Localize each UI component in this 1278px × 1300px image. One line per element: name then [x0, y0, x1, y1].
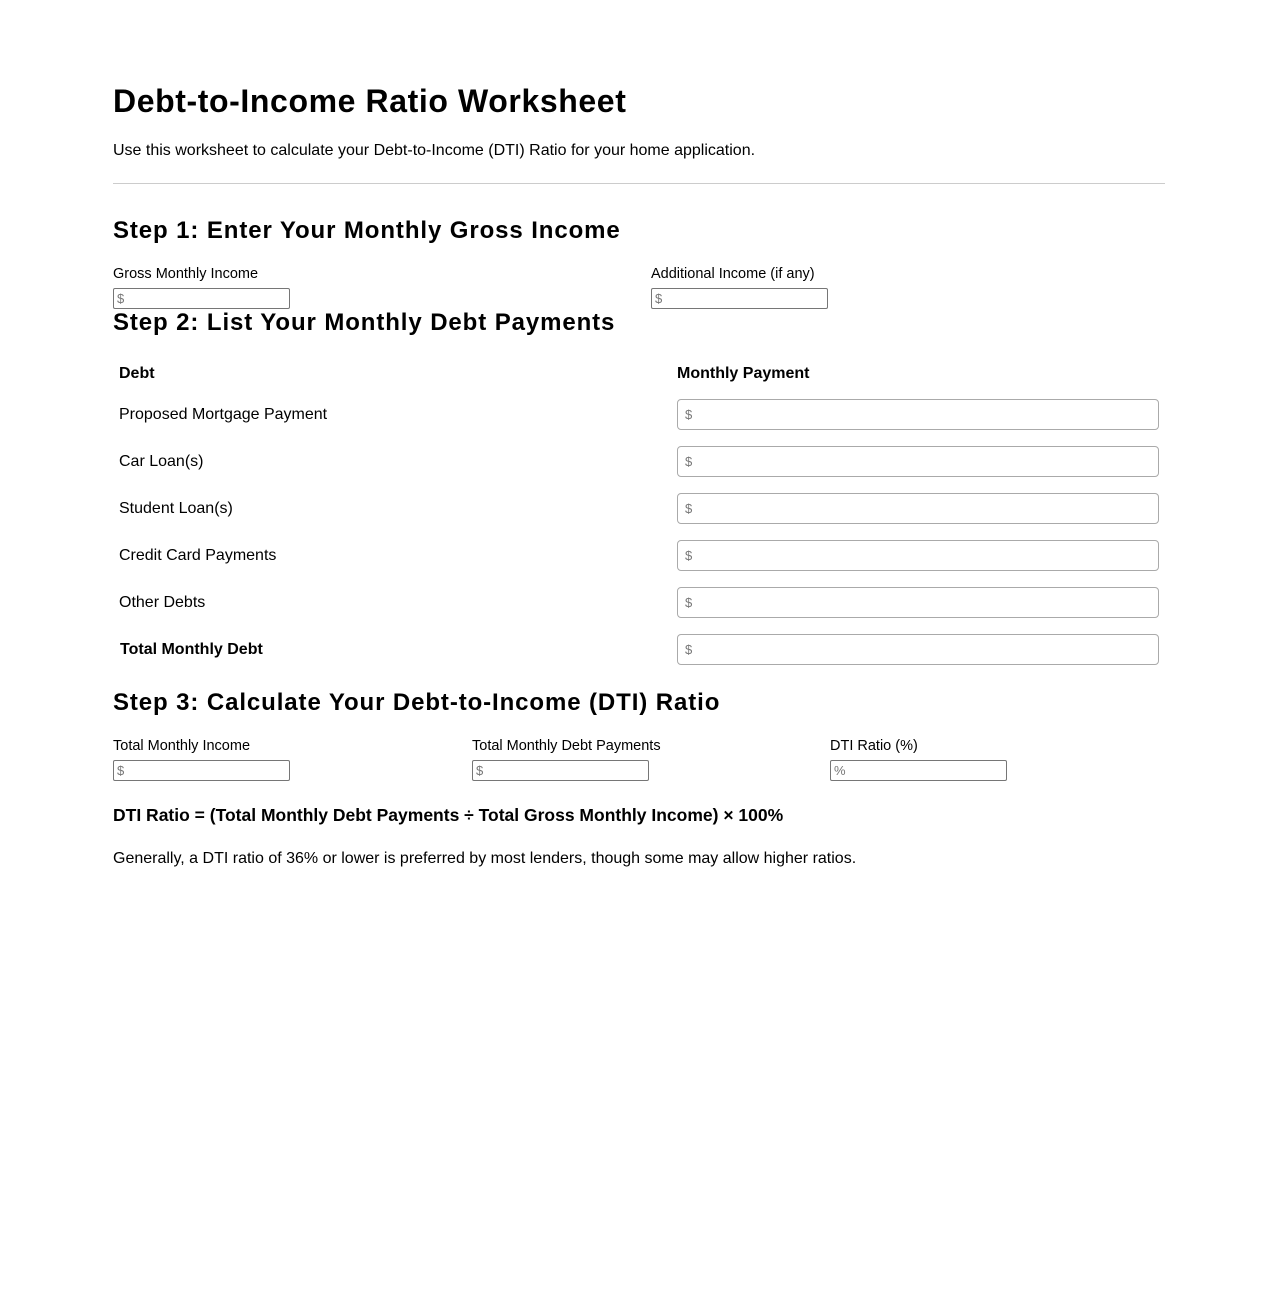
- step2-heading: Step 2: List Your Monthly Debt Payments: [113, 309, 616, 336]
- additional-income-label: Additional Income (if any): [651, 266, 815, 282]
- row-label-student-loans: Student Loan(s): [119, 500, 233, 517]
- row-label-car-loans: Car Loan(s): [119, 453, 204, 470]
- car-loans-input[interactable]: [677, 446, 1159, 477]
- gross-monthly-income-input[interactable]: [113, 288, 290, 309]
- total-monthly-income-input[interactable]: [113, 760, 290, 781]
- total-monthly-debt-input[interactable]: [677, 634, 1159, 665]
- row-label-proposed-mortgage: Proposed Mortgage Payment: [119, 406, 328, 423]
- divider: [113, 183, 1165, 184]
- total-monthly-debt-payments-input[interactable]: [472, 760, 649, 781]
- column-header-monthly-payment: Monthly Payment: [677, 365, 810, 382]
- intro-text: Use this worksheet to calculate your Debt-to-Income (DTI) Ratio for your home application.: [113, 142, 756, 159]
- dti-ratio-label: DTI Ratio (%): [830, 738, 918, 754]
- row-label-credit-card: Credit Card Payments: [119, 547, 277, 564]
- step3-heading: Step 3: Calculate Your Debt-to-Income (DTI) Ratio: [113, 689, 721, 716]
- dti-ratio-input[interactable]: [830, 760, 1007, 781]
- gross-monthly-income-label: Gross Monthly Income: [113, 266, 259, 282]
- row-label-total-monthly-debt: Total Monthly Debt: [120, 641, 263, 658]
- proposed-mortgage-input[interactable]: [677, 399, 1159, 430]
- page-title: Debt-to-Income Ratio Worksheet: [113, 83, 627, 119]
- additional-income-input[interactable]: [651, 288, 828, 309]
- total-monthly-income-label: Total Monthly Income: [113, 738, 251, 754]
- credit-card-input[interactable]: [677, 540, 1159, 571]
- other-debts-input[interactable]: [677, 587, 1159, 618]
- student-loans-input[interactable]: [677, 493, 1159, 524]
- column-header-debt: Debt: [119, 365, 155, 382]
- dti-guidance-note: Generally, a DTI ratio of 36% or lower is preferred by most lenders, though some may allow higher ratios.: [113, 850, 857, 867]
- total-monthly-debt-payments-label: Total Monthly Debt Payments: [472, 738, 661, 754]
- row-label-other-debts: Other Debts: [119, 594, 206, 611]
- dti-formula: DTI Ratio = (Total Monthly Debt Payments ÷ Total Gross Monthly Income) × 100%: [113, 805, 784, 825]
- step1-heading: Step 1: Enter Your Monthly Gross Income: [113, 217, 621, 244]
